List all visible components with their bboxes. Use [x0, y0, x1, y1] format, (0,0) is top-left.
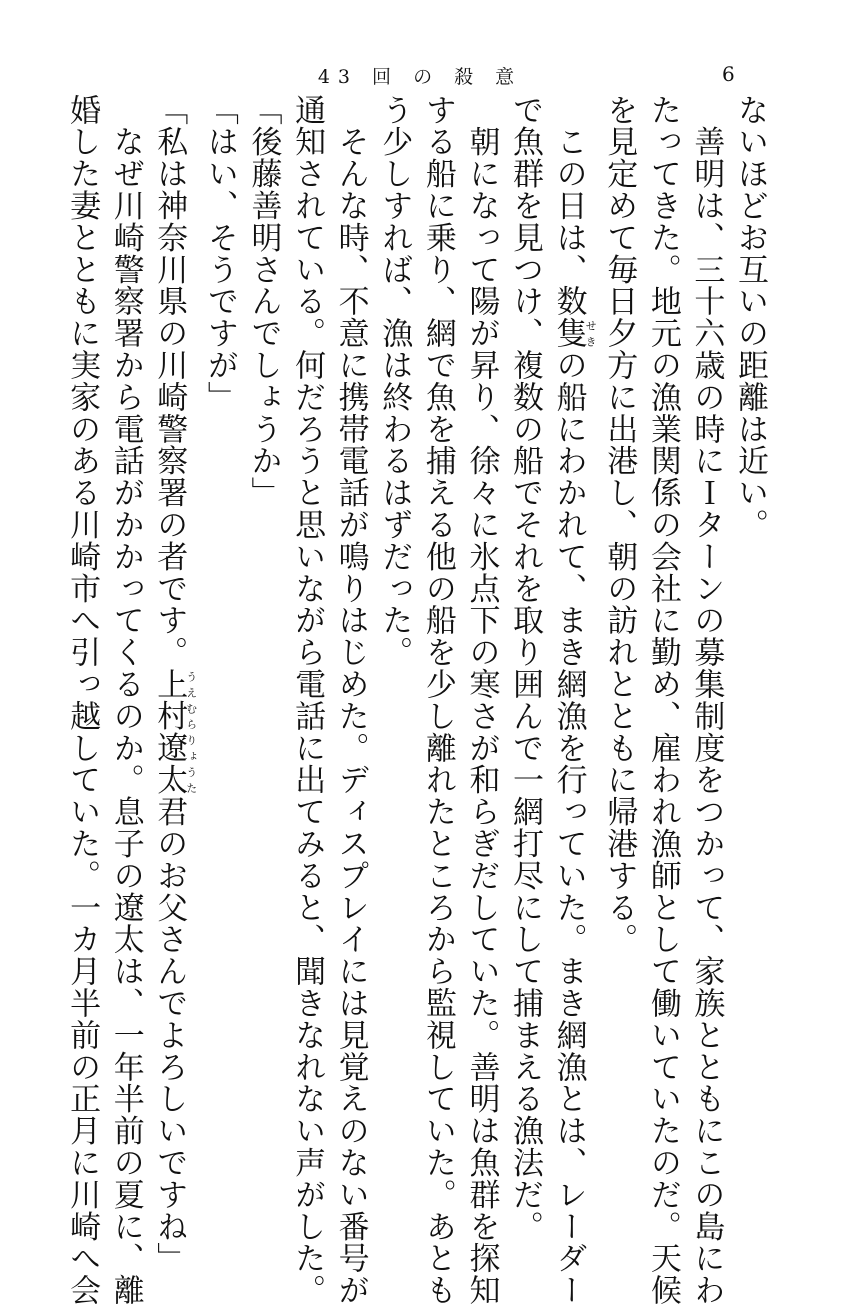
- text-segment: この日は、数: [550, 94, 587, 318]
- text-segment: 「私は神奈川県の川崎警察署の者です。: [151, 94, 188, 669]
- text-line: [328, 94, 372, 1306]
- text-segment: を見定めて毎日夕方に出港し、朝の訪れとともに帰港する。: [601, 94, 638, 956]
- text-line: [597, 94, 641, 1154]
- text-line: [459, 94, 503, 1306]
- text-segment: そんな時、不意に携帯電話が鳴りはじめた。ディスプレイには見覚えのない番号が: [332, 94, 369, 1306]
- text-segment: 通知されている。何だろうと思いながら電話に出てみると、聞きなれない声がした。: [289, 94, 326, 1306]
- ruby-reading: せき: [584, 317, 598, 350]
- text-line: [60, 94, 104, 1306]
- text-line: [284, 94, 328, 1306]
- text-segment: 婚した妻とともに実家のある川崎市へ引っ越していた。一カ月半前の正月に川崎へ会: [64, 94, 101, 1306]
- text-line: [546, 94, 598, 1306]
- text-segment: 「はい、そうですが」: [201, 94, 238, 413]
- text-line: [147, 94, 198, 1275]
- text-line: [103, 94, 147, 1306]
- text-line: [684, 94, 728, 1306]
- text-segment: で魚群を見つけ、複数の船でそれを取り囲んで一網打尽にして捕まえる漁法だ。: [507, 94, 544, 1243]
- text-line: [502, 94, 546, 1243]
- text-line: [640, 94, 684, 1306]
- text-line: [415, 94, 459, 1306]
- page-number: 6: [722, 62, 735, 86]
- text-segment: なぜ川崎警察署から電話がかかってくるのか。息子の遼太は、一年半前の夏に、離: [107, 94, 144, 1306]
- text-segment: 君のお父さんでよろしいですね」: [151, 795, 188, 1275]
- text-segment: ないほどお互いの距離は近い。: [732, 94, 768, 541]
- body-text: [64, 94, 771, 1306]
- ruby-annotated-word: 隻せき: [550, 317, 598, 350]
- text-segment: たってきた。地元の漁業関係の会社に勤め、雇われ漁師として働いていたのだ。天候: [644, 94, 681, 1306]
- text-line: [197, 94, 241, 1154]
- text-line: [372, 94, 416, 1154]
- text-segment: う少しすれば、漁は終わるはずだった。: [376, 94, 413, 669]
- text-segment: 朝になって陽が昇り、徐々に氷点下の寒さが和らぎだしていた。善明は魚群を探知: [463, 94, 500, 1306]
- text-line: [727, 94, 771, 1154]
- text-segment: 善明は、三十六歳の時にＩターンの募集制度をつかって、家族とともにこの島にわ: [688, 94, 725, 1306]
- text-line: [241, 94, 285, 1154]
- ruby-annotated-word: 上村遼太うえむらりょうた: [151, 668, 198, 796]
- text-segment: の船にわかれて、まき網漁を行っていた。まき網漁とは、レーダー: [550, 349, 587, 1306]
- running-header-title: 43 回 の 殺 意: [317, 66, 523, 88]
- ruby-reading: うえむらりょうた: [184, 668, 198, 796]
- text-segment: 「後藤善明さんでしょうか」: [245, 94, 282, 509]
- text-segment: する船に乗り、網で魚を捕える他の船を少し離れたところから監視していた。あとも: [419, 94, 456, 1306]
